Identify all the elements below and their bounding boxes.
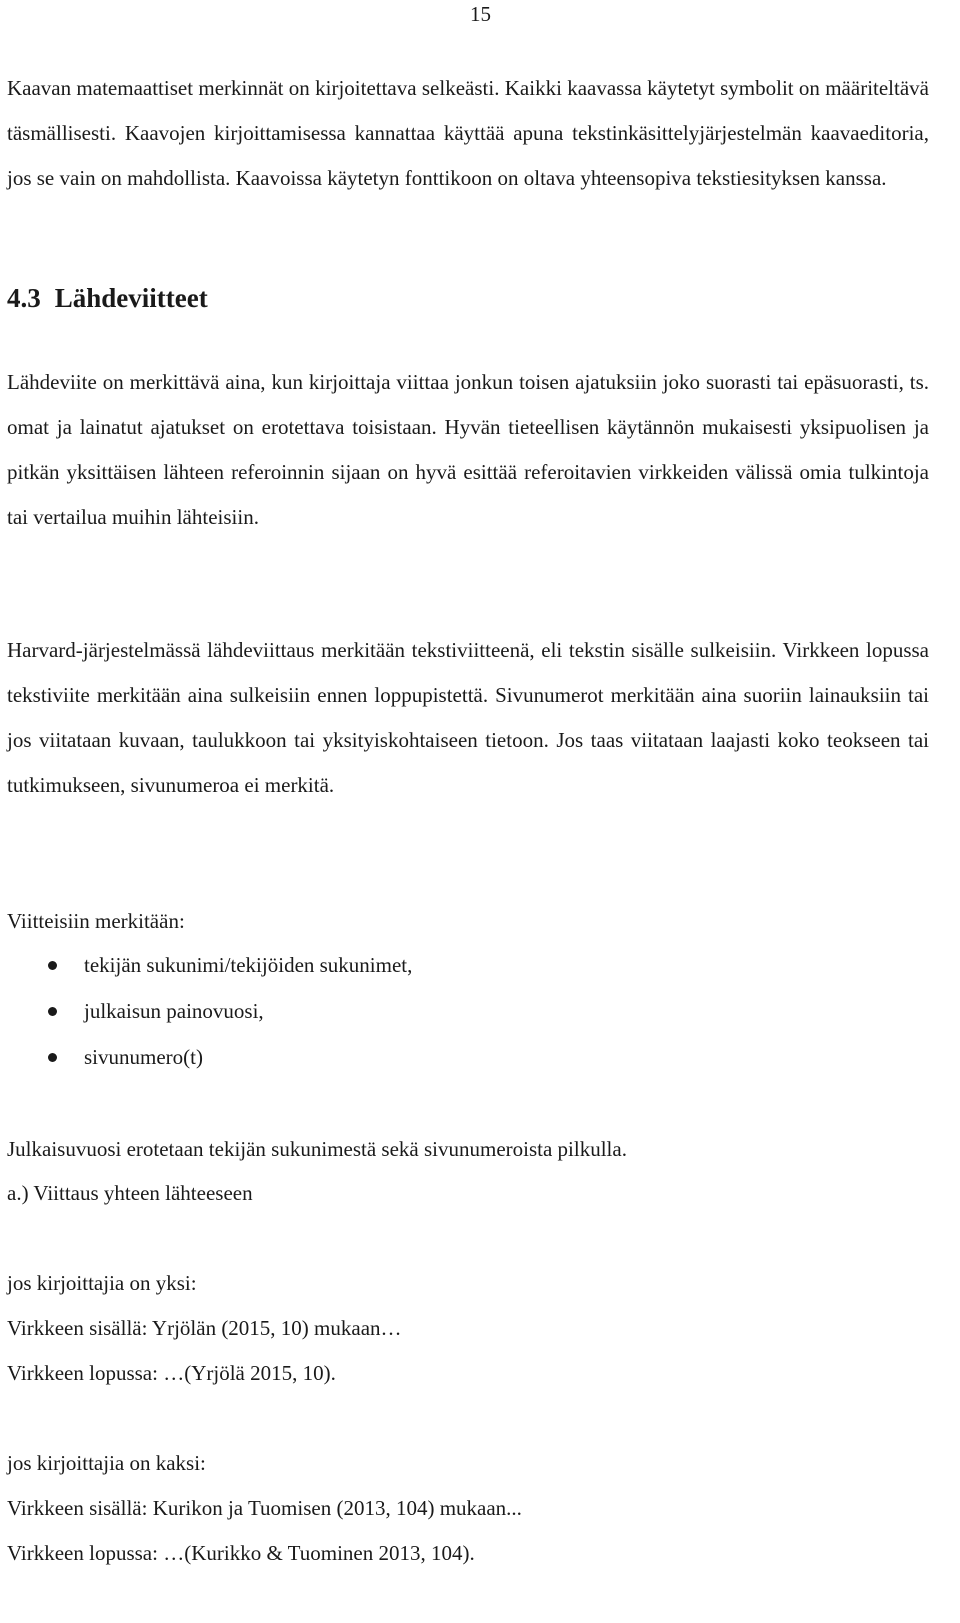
- two-authors-in-sentence: Virkkeen sisällä: Kurikon ja Tuomisen (2013, 104) mukaan...: [7, 1496, 522, 1520]
- two-authors-at-end: Virkkeen lopussa: …(Kurikko & Tuominen 2013, 104).: [7, 1541, 475, 1565]
- one-author-label: jos kirjoittajia on yksi:: [7, 1271, 197, 1295]
- list-intro: Viitteisiin merkitään:: [7, 909, 185, 933]
- subsection-single-source: a.) Viittaus yhteen lähteeseen: [7, 1181, 253, 1205]
- paragraph-formulas: Kaavan matemaattiset merkinnät on kirjoitettava selkeästi. Kaikki kaavassa käytetyt symbolit on määriteltävä täsmällisesti. Kaavojen kirjoittamisessa kannattaa käyttää apuna tekstinkäsittelyjärjestelmän kaavaeditoria, jos se vain on mahdollista. Kaavoissa käytetyn fonttikoon on oltava yhteensopiva tekstiesityksen kanssa.: [7, 76, 929, 190]
- bullet-icon: [48, 1053, 57, 1062]
- page-number: 15: [470, 2, 491, 26]
- paragraph-citation-rule: Lähdeviite on merkittävä aina, kun kirjoittaja viittaa jonkun toisen ajatuksiin joko suorasti tai epäsuorasti, ts. omat ja lainatut ajatukset on erotettava toisistaan. Hyvän tieteellisen käytännön mukaisesti yksipuolisen ja pitkän yksittäisen lähteen referoinnin sijaan on hyvä esittää referoitavien virkkeiden välissä omia tulkintoja tai vertailua muihin lähteisiin.: [7, 370, 929, 529]
- section-heading: [7, 283, 208, 314]
- list-item-text: sivunumero(t): [84, 1045, 203, 1069]
- one-author-at-end: Virkkeen lopussa: …(Yrjölä 2015, 10).: [7, 1361, 336, 1385]
- separator-note: Julkaisuvuosi erotetaan tekijän sukunimestä sekä sivunumeroista pilkulla.: [7, 1137, 627, 1161]
- one-author-in-sentence: Virkkeen sisällä: Yrjölän (2015, 10) mukaan…: [7, 1316, 402, 1340]
- bullet-icon: [48, 961, 57, 970]
- section-title: Lähdeviitteet: [54, 283, 208, 313]
- bullet-icon: [48, 1007, 57, 1016]
- list-item-text: julkaisun painovuosi,: [84, 999, 264, 1023]
- section-number: 4.3: [7, 283, 41, 313]
- list-item-text: tekijän sukunimi/tekijöiden sukunimet,: [84, 953, 413, 977]
- paragraph-harvard-system: Harvard-järjestelmässä lähdeviittaus merkitään tekstiviitteenä, eli tekstin sisälle sulkeisiin. Virkkeen lopussa tekstiviite merkitään aina sulkeisiin ennen loppupistettä. Sivunumerot merkitään aina suoriin lainauksiin tai jos viitataan kuvaan, taulukkoon tai yksityiskohtaiseen tietoon. Jos taas viitataan laajasti koko teokseen tai tutkimukseen, sivunumeroa ei merkitä.: [7, 638, 929, 797]
- two-authors-label: jos kirjoittajia on kaksi:: [7, 1451, 206, 1475]
